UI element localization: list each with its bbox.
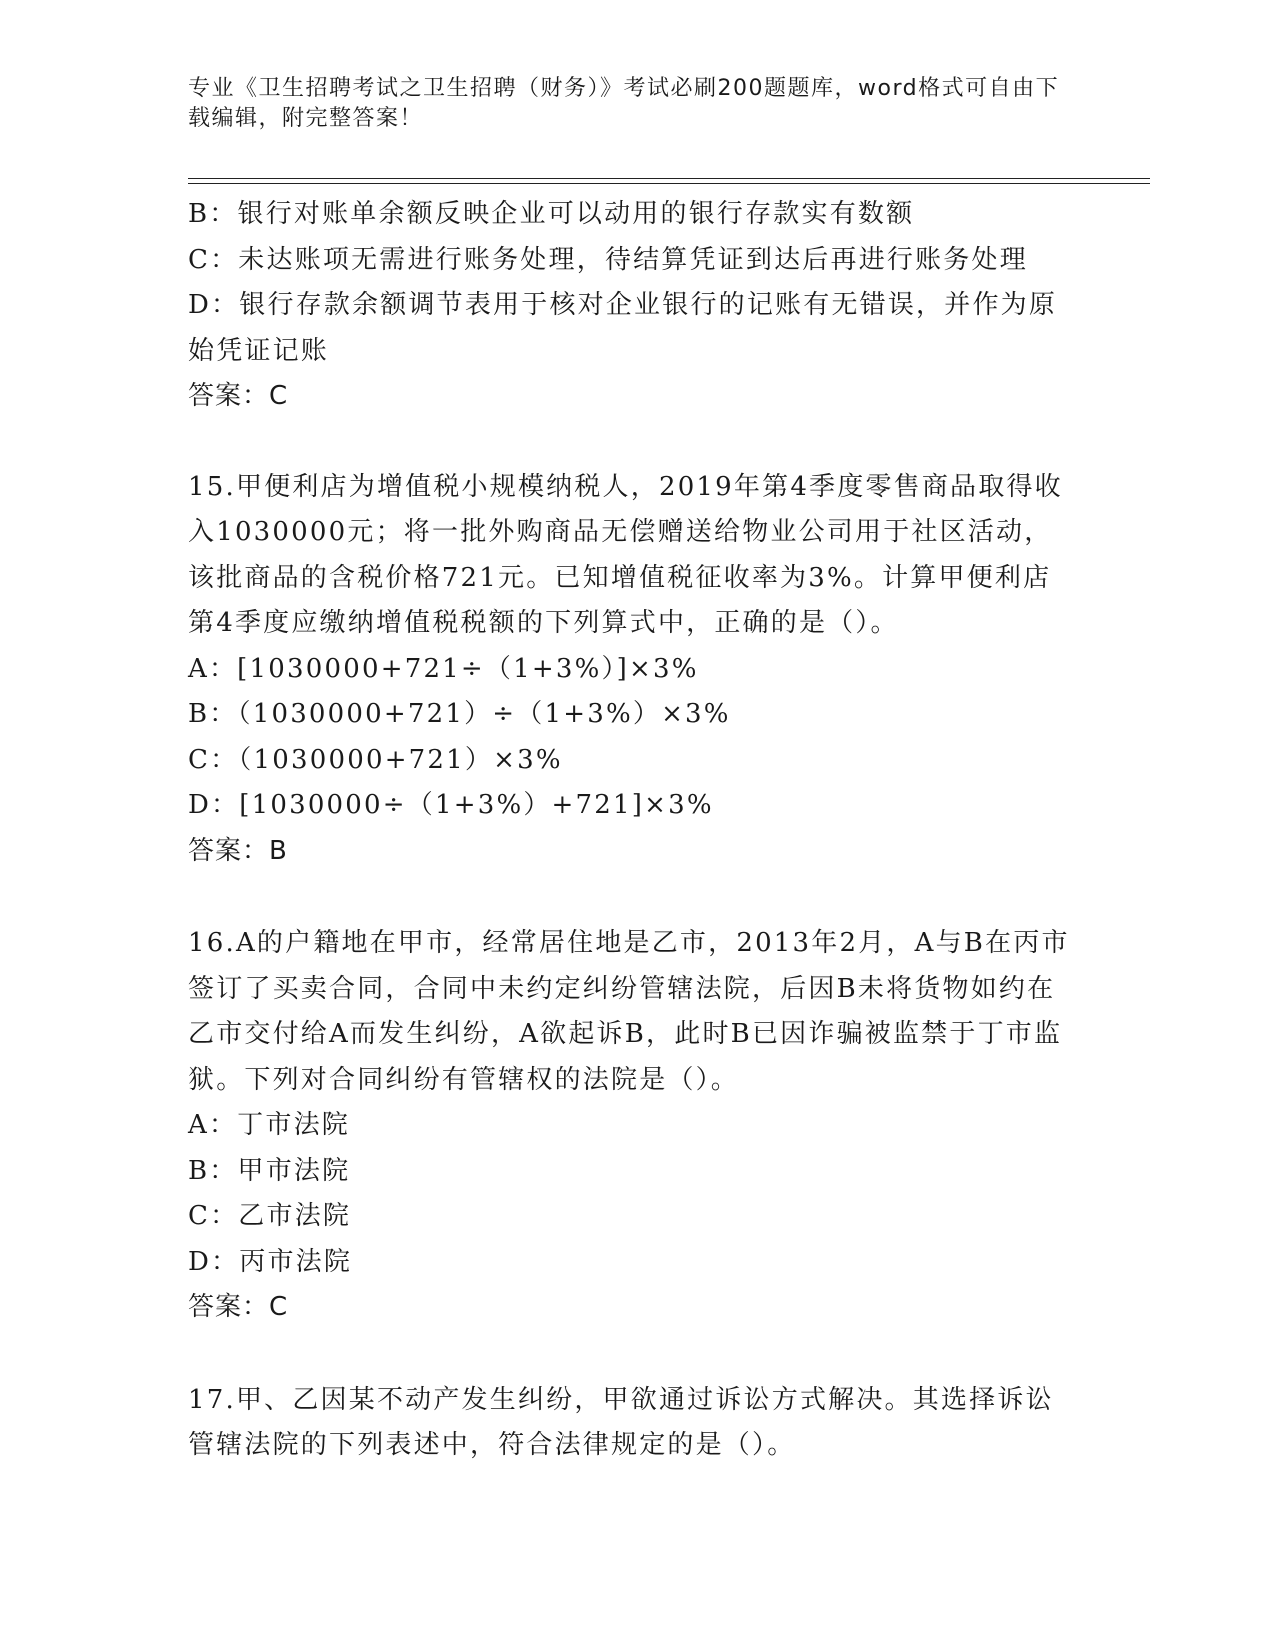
spacer xyxy=(188,420,1078,465)
option-b: B：甲市法院 xyxy=(188,1155,351,1186)
document-body xyxy=(188,192,1078,1469)
question-17 xyxy=(188,1378,1078,1469)
question-16 xyxy=(188,921,1078,1331)
option-a: A：[1030000+721÷（1+3%）]×3% xyxy=(188,653,699,684)
option-b: B：银行对账单余额反映企业可以动用的银行存款实有数额 xyxy=(188,199,915,229)
question-stem: 15.甲便利店为增值税小规模纳税人，2019年第4季度零售商品取得收入1030000元；将一批外购商品无偿赠送给物业公司用于社区活动，该批商品的含税价格721元。已知增值税征收率为3%。计算甲便利店第4季度应缴纳增值税税额的下列算式中，正确的是（）。 xyxy=(188,471,1063,638)
header-divider-bottom xyxy=(188,183,1150,184)
answer-line: 答案：B xyxy=(188,835,288,866)
question-15 xyxy=(188,465,1078,875)
question-stem: 16.A的户籍地在甲市，经常居住地是乙市，2013年2月，A与B在丙市签订了买卖合同，合同中未约定纠纷管辖法院，后因B未将货物如约在乙市交付给A而发生纠纷，A欲起诉B，此时B已因诈骗被监禁于丁市监狱。下列对合同纠纷有管辖权的法院是（）。 xyxy=(188,928,1070,1095)
question-stem: 17.甲、乙因某不动产发生纠纷，甲欲通过诉讼方式解决。其选择诉讼管辖法院的下列表述中，符合法律规定的是（）。 xyxy=(188,1384,1054,1460)
spacer xyxy=(188,1331,1078,1378)
option-c: C：乙市法院 xyxy=(188,1201,352,1231)
spacer xyxy=(188,874,1078,921)
option-a: A：丁市法院 xyxy=(188,1110,350,1140)
header-divider-top xyxy=(188,178,1150,179)
question-14-fragment xyxy=(188,192,1078,420)
option-c: C：未达账项无需进行账务处理，待结算凭证到达后再进行账务处理 xyxy=(188,244,1028,275)
option-c: C：（1030000+721）×3% xyxy=(188,744,563,775)
option-b: B：（1030000+721）÷（1+3%）×3% xyxy=(188,699,731,729)
answer-line: 答案：C xyxy=(188,1292,289,1322)
answer-line: 答案：C xyxy=(188,381,289,411)
option-d: D：银行存款余额调节表用于核对企业银行的记账有无错误，并作为原始凭证记账 xyxy=(188,290,1058,366)
option-d: D：丙市法院 xyxy=(188,1246,353,1277)
option-d: D：[1030000÷（1+3%）+721]×3% xyxy=(188,790,714,820)
document-header: 专业《卫生招聘考试之卫生招聘（财务）》考试必刷200题题库，word格式可自由下载编辑，附完整答案！ xyxy=(188,76,1060,131)
